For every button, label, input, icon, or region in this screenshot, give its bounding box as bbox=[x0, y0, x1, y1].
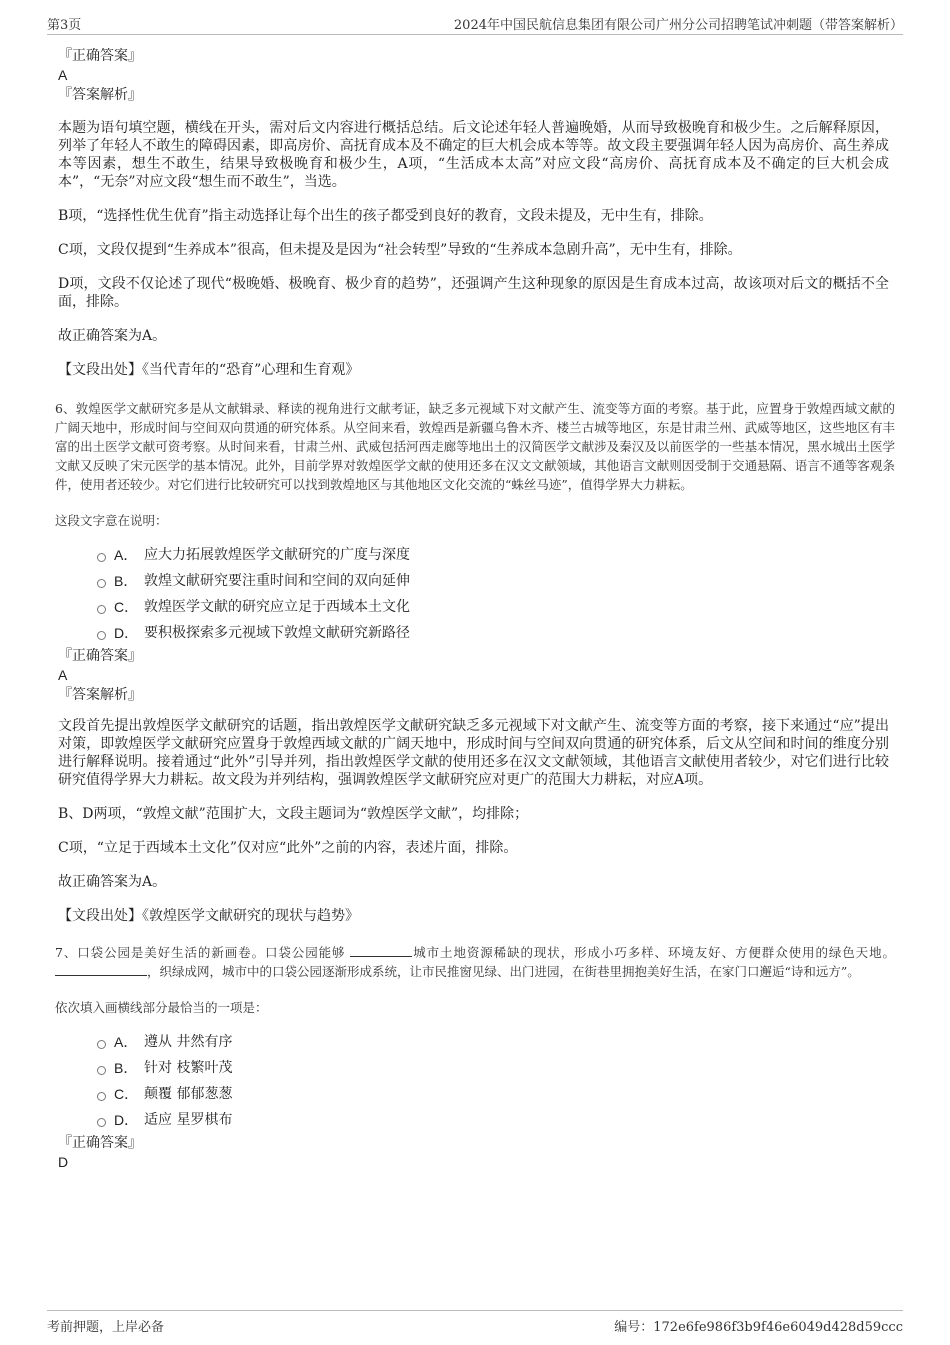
footer-slogan: 考前押题，上岸必备 bbox=[47, 1320, 165, 1335]
q5-analysis-paragraph: 故正确答案为A。 bbox=[58, 328, 167, 344]
radio-icon[interactable] bbox=[97, 553, 106, 562]
option-a[interactable]: A． 遵从 井然有序 bbox=[97, 1029, 895, 1055]
correct-answer-label: 『正确答案』 bbox=[58, 648, 142, 664]
option-b[interactable]: B． 针对 枝繁叶茂 bbox=[97, 1055, 895, 1081]
page-header bbox=[47, 14, 903, 35]
option-d[interactable]: D． 要积极探索多元视域下敦煌文献研究新路径 bbox=[97, 620, 895, 646]
option-d[interactable]: D． 适应 星罗棋布 bbox=[97, 1107, 895, 1133]
document-title: 2024年中国民航信息集团有限公司广州分公司招聘笔试冲刺题（带答案解析） bbox=[453, 18, 903, 33]
page-content bbox=[55, 46, 895, 1172]
q5-analysis-paragraph: D项，文段不仅论述了现代“极晚婚、极晚育、极少育的趋势”，还强调产生这种现象的原因是生育成本过高，故该项对后文的概括不全面，排除。 bbox=[58, 276, 889, 310]
radio-icon[interactable] bbox=[97, 579, 106, 588]
q7-options bbox=[97, 1029, 895, 1133]
option-a[interactable]: A． 应大力拓展敦煌医学文献研究的广度与深度 bbox=[97, 542, 895, 568]
option-c[interactable]: C． 颠覆 郁郁葱葱 bbox=[97, 1081, 895, 1107]
q5-source: 【文段出处】《当代青年的“恐育”心理和生育观》 bbox=[58, 362, 360, 378]
option-b[interactable]: B． 敦煌文献研究要注重时间和空间的双向延伸 bbox=[97, 568, 895, 594]
radio-icon[interactable] bbox=[97, 1092, 106, 1101]
option-c[interactable]: C． 敦煌医学文献的研究应立足于西域本土文化 bbox=[97, 594, 895, 620]
q5-analysis-paragraph: B项，“选择性优生优育”指主动选择让每个出生的孩子都受到良好的教育，文段未提及，无中生有，排除。 bbox=[58, 208, 713, 224]
q6-analysis-paragraph: B、D两项，“敦煌文献”范围扩大，文段主题词为“敦煌医学文献”，均排除； bbox=[58, 806, 529, 822]
page-footer bbox=[47, 1310, 903, 1337]
radio-icon[interactable] bbox=[97, 1040, 106, 1049]
q6-options bbox=[97, 542, 895, 646]
q7-prompt: 依次填入画横线部分最恰当的一项是： bbox=[55, 1000, 268, 1015]
document-id: 编号：172e6fe986f3b9f46e6049d428d59ccc bbox=[614, 1320, 903, 1335]
correct-answer-label: 『正确答案』 bbox=[58, 1135, 142, 1151]
fill-blank-2[interactable] bbox=[55, 963, 147, 976]
q6-answer: A bbox=[58, 667, 68, 683]
page-number: 第3页 bbox=[47, 18, 82, 33]
q5-answer: A bbox=[58, 67, 68, 83]
q5-analysis-paragraph: 本题为语句填空题，横线在开头，需对后文内容进行概括总结。后文论述年轻人普遍晚婚，从而导致极晚育和极少生。之后解释原因，列举了年轻人不敢生的障碍因素，即高房价、高抚育成本及不确定的巨大机会成本等等。故文段主要强调年轻人因为高房价、高生养成本等因素，想生不敢生，结果导致极晚育和极少生，A项，“生活成本太高”对应文段“高房价、高抚育成本及不确定的巨大机会成本”，“无奈”对应文段“想生而不敢生”，当选。 bbox=[58, 120, 889, 190]
correct-answer-label: 『正确答案』 bbox=[58, 48, 142, 64]
fill-blank-1[interactable] bbox=[350, 944, 412, 957]
q6-source: 【文段出处】《敦煌医学文献研究的现状与趋势》 bbox=[58, 908, 359, 924]
radio-icon[interactable] bbox=[97, 631, 106, 640]
radio-icon[interactable] bbox=[97, 605, 106, 614]
analysis-label: 『答案解析』 bbox=[58, 87, 142, 103]
q6-analysis-paragraph: 故正确答案为A。 bbox=[58, 874, 167, 890]
radio-icon[interactable] bbox=[97, 1118, 106, 1127]
q5-analysis-paragraph: C项，文段仅提到“生养成本”很高，但未提及是因为“社会转型”导致的“生养成本急剧升高”，无中生有，排除。 bbox=[58, 242, 742, 258]
q7-text: 7、口袋公园是美好生活的新画卷。口袋公园能够 城市土地资源稀缺的现状，形成小巧多样、环境友好、方便群众使用的绿色天地。，织绿成网，城市中的口袋公园逐渐形成系统，让市民推窗见绿、出门进园，在街巷里拥抱美好生活，在家门口邂逅“诗和远方”。 bbox=[55, 945, 895, 979]
q6-analysis-paragraph: C项，“立足于西域本土文化”仅对应“此外”之前的内容，表述片面，排除。 bbox=[58, 840, 518, 856]
q7-answer: D bbox=[58, 1154, 69, 1170]
analysis-label: 『答案解析』 bbox=[58, 687, 142, 703]
q6-text: 6、敦煌医学文献研究多是从文献辑录、释读的视角进行文献考证，缺乏多元视域下对文献产生、流变等方面的考察。基于此，应置身于敦煌西域文献的广阔天地中，形成时间与空间双向贯通的研究体系。从空间来看，敦煌西是新疆乌鲁木齐、楼兰古城等地区，东是甘肃兰州、武威等地区，这些地区有丰富的出土医学文献可资考察。从时间来看，甘肃兰州、武威包括河西走廊等地出土的汉简医学文献涉及秦汉及以前医学的一些基本情况，黑水城出土医学文献又反映了宋元医学的基本情况。此外，目前学界对敦煌医学文献的使用还多在汉文文献领域，其他语言文献则因受制于交通悬隔、语言不通等客观条件，使用者还较少。对它们进行比较研究可以找到敦煌地区与其他地区文化交流的“蛛丝马迹”，值得学界大力耕耘。 bbox=[55, 401, 895, 492]
q6-prompt: 这段文字意在说明： bbox=[55, 513, 168, 528]
q6-analysis-paragraph: 文段首先提出敦煌医学文献研究的话题，指出敦煌医学文献研究缺乏多元视域下对文献产生、流变等方面的考察，接下来通过“应”提出对策，即敦煌医学文献研究应置身于敦煌西域文献的广阔天地中，形成时间与空间双向贯通的研究体系，后文从空间和时间的维度分别进行解释说明。接着通过“此外”引导并列，指出敦煌医学文献的使用还多在汉文文献领域，其他语言文献使用者较少，对它们进行比较研究值得学界大力耕耘。故文段为并列结构，强调敦煌医学文献研究应对更广的范围大力耕耘，对应A项。 bbox=[58, 718, 889, 788]
radio-icon[interactable] bbox=[97, 1066, 106, 1075]
q5-answer-block bbox=[55, 46, 895, 105]
